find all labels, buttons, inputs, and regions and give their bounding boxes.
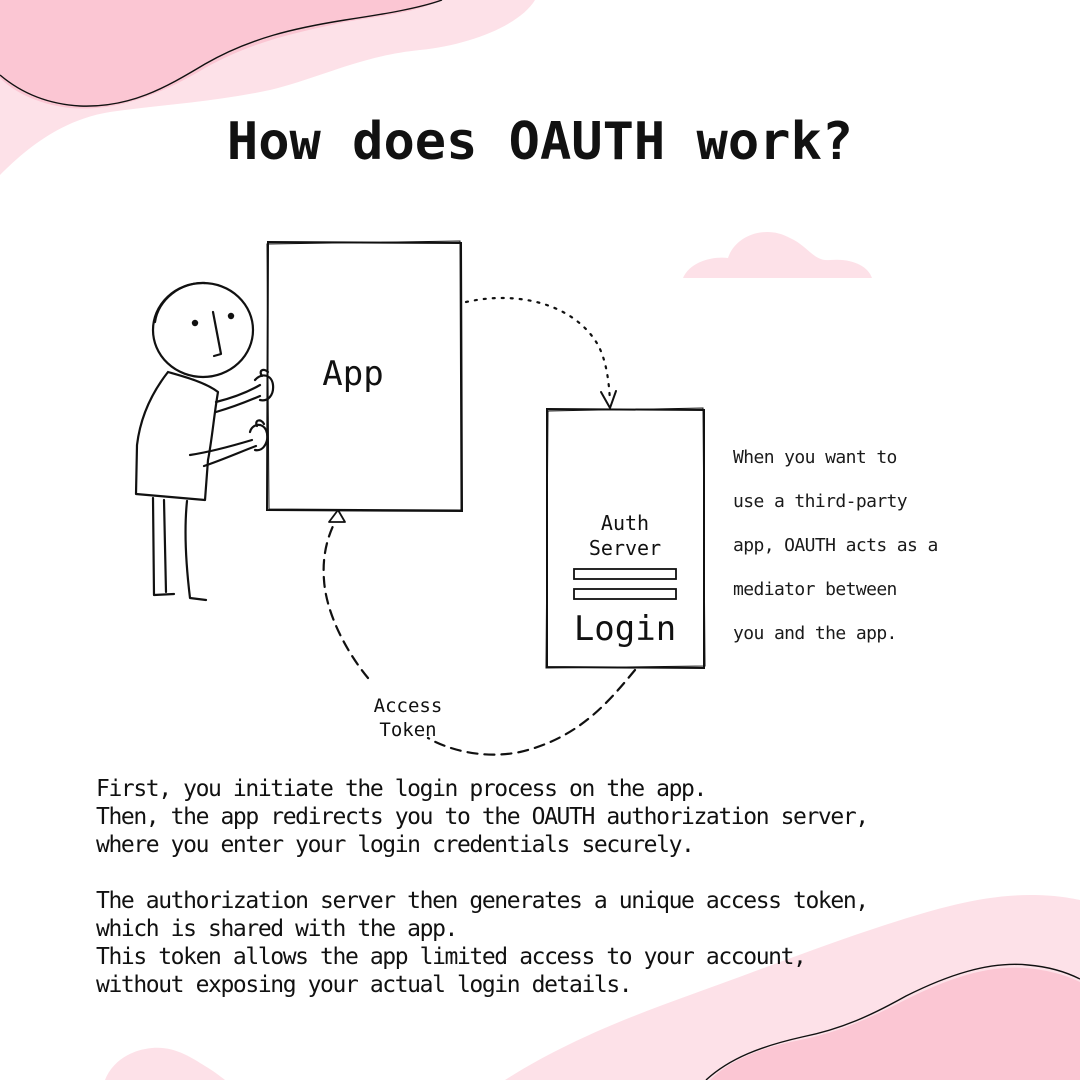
token-label-line1: Access (373, 695, 443, 717)
explanation-line: This token allows the app limited access to your account, (96, 944, 806, 970)
token-arrow-return (324, 520, 368, 678)
explanation-line: without exposing your actual login details. (96, 972, 632, 998)
explanation-line: First, you initiate the login process on the app. (96, 776, 706, 802)
person-eye (192, 320, 198, 326)
auth-server-box (546, 408, 705, 668)
password-field (574, 589, 676, 599)
side-note-line: you and the app. (733, 623, 897, 644)
app-box (267, 241, 462, 511)
login-label: Login (573, 609, 677, 649)
person-eye (228, 313, 234, 319)
token-label-line2: Token (379, 719, 437, 741)
auth-server-label-line2: Server (588, 536, 662, 560)
side-note-line: mediator between (733, 579, 897, 600)
explanation-paragraph (96, 775, 1056, 859)
username-field (574, 569, 676, 579)
app-label: App (322, 354, 384, 394)
explanation-line: which is shared with the app. (96, 916, 457, 942)
explanation-line: Then, the app redirects you to the OAUTH authorization server, (96, 804, 868, 830)
page-title: How does OAUTH work? (226, 112, 854, 172)
redirect-arrow (466, 298, 610, 402)
side-note (733, 425, 993, 667)
explanation-text (96, 775, 1056, 1027)
explanation-paragraph (96, 887, 1056, 999)
person-figure (136, 283, 273, 600)
explanation-line: The authorization server then generates a unique access token, (96, 888, 868, 914)
token-arrow (428, 670, 635, 755)
explanation-line: where you enter your login credentials securely. (96, 832, 694, 858)
token-arrowhead (329, 510, 345, 522)
side-note-line: When you want to (733, 447, 897, 468)
side-note-line: app, OAUTH acts as a (733, 535, 938, 556)
auth-server-label-line1: Auth (600, 511, 650, 535)
side-note-line: use a third-party (733, 491, 908, 512)
